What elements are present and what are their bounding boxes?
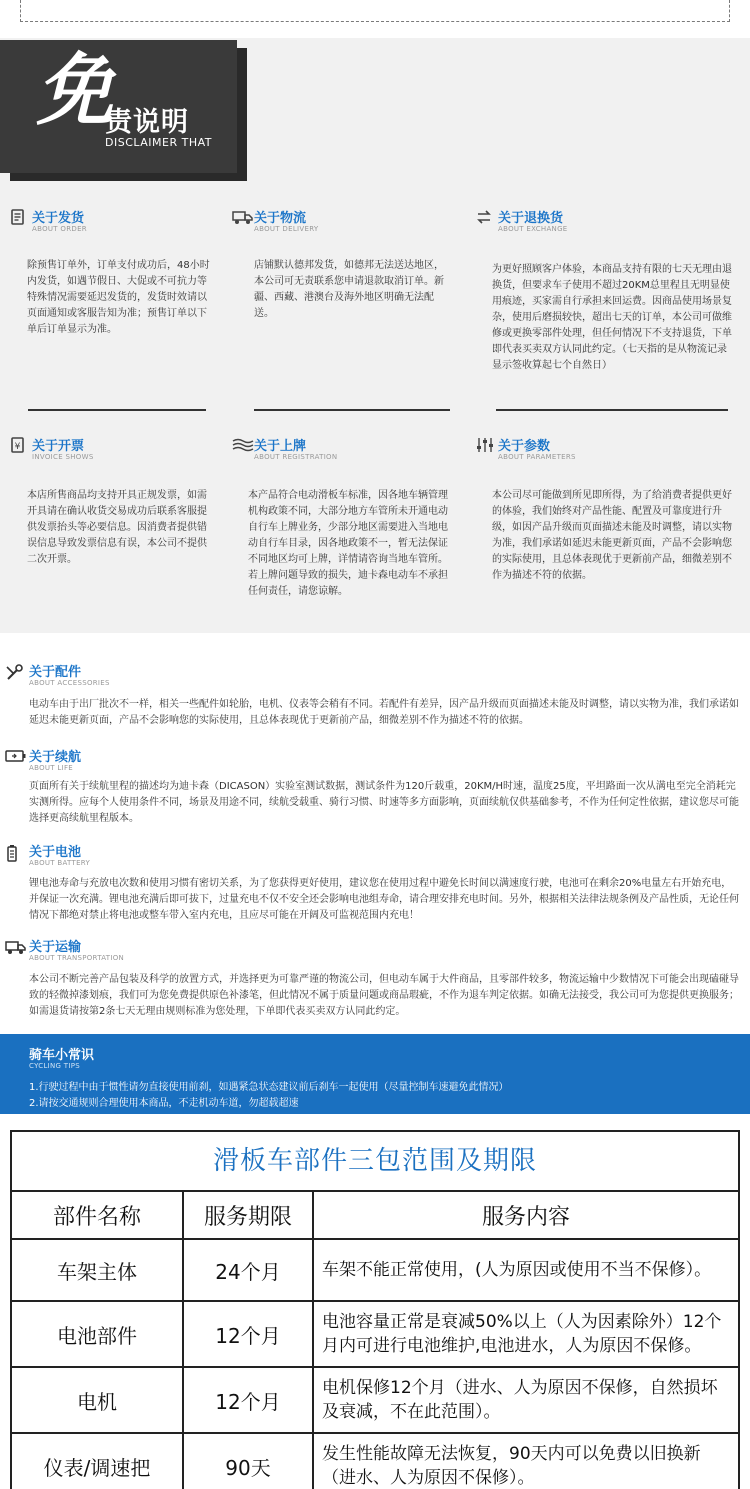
info-subtitle: ABOUT PARAMETERS	[498, 453, 576, 461]
section-subtitle: ABOUT LIFE	[29, 764, 74, 772]
section-subtitle: ABOUT BATTERY	[29, 859, 91, 867]
tips-subtitle: CYCLING TIPS	[29, 1062, 81, 1070]
banner-subtitle: DISCLAIMER THAT	[105, 136, 212, 149]
table-cell-content: 发生性能故障无法恢复，90天内可以免费以旧换新（进水、人为原因不保修）。	[312, 1432, 738, 1489]
info-subtitle: ABOUT REGISTRATION	[254, 453, 338, 461]
table-cell-part: 电机	[12, 1366, 182, 1432]
warranty-table	[10, 1130, 740, 1489]
info-body-parameters: 本公司尽可能做到所见即所得，为了给消费者提供更好的体验，我们始终对产品性能、配置及可靠度进行升级，如因产品升级而页面描述未能及时调整，请以实物为准，我们承诺如延迟未能更新页面，产品不会影响您的实际使用，且总体表现优于更新前产品，细微差别不作为描述不符的依据。	[492, 490, 732, 581]
section-title: 关于电池	[29, 845, 82, 860]
transport-icon	[5, 939, 29, 959]
table-cell-period: 24个月	[182, 1238, 312, 1300]
section-body: 本公司不断完善产品包装及科学的放置方式，并选择更为可靠严谨的物流公司，但电动车属于大件商品，且零部件较多，物流运输中少数情况下可能会出现磕碰导致的轻微掉漆划痕，我们可为您免费提供原色补漆笔，但此情况不属于质量问题或商品瑕疵，不作为退车判定依据。如确无法接受，我公司可为您提供更换服务；如需退货请按第2条七天无理由规则标准为您处理，下单即代表买卖双方认同此约定。	[29, 974, 739, 1017]
table-cell-period: 12个月	[182, 1300, 312, 1366]
delivery-truck-icon	[232, 209, 254, 227]
section-body: 锂电池寿命与充放电次数和使用习惯有密切关系，为了您获得更好使用，建议您在使用过程中避免长时间以满速度行驶，电池可在剩余20%电量左右开始充电，并保证一次充满。锂电池充满后即可拔下，过量充电不仅不安全还会影响电池组寿命，请合理安排充电时间。另外，根据相关法律法规条例及产品性质，无论任何情况下都绝对禁止将电池或整车带入室内充电，且应尽可能在开阔及可监视范围内充电！	[29, 878, 739, 921]
tips-line: 1.行驶过程中由于惯性请勿直接使用前刹，如遇紧急状态建议前后刹车一起使用（尽量控制车速避免此情况）	[29, 1082, 509, 1093]
info-body-delivery: 店铺默认德邦发货，如德邦无法送达地区，本公司可无责联系您申请退款取消订单。新疆、西藏、港澳台及海外地区明确无法配送。	[254, 260, 444, 319]
info-title: 关于退换货	[498, 211, 564, 226]
top-strip	[0, 0, 750, 38]
section-life	[0, 746, 750, 824]
table-cell-part: 电池部件	[12, 1300, 182, 1366]
cycling-tips-bar	[0, 1034, 750, 1114]
section-subtitle: ABOUT TRANSPORTATION	[29, 954, 125, 962]
table-header-period: 服务期限	[182, 1190, 312, 1238]
section-body: 页面所有关于续航里程的描述均为迪卡森（DICASON）实验室测试数据，测试条件为120斤载重，20KM/H时速，温度25度，平坦路面一次从满电至完全消耗完实测所得。应每个人使用条件不同，场景及用途不同，续航受载重、骑行习惯、时速等多方面影响，页面续航仅供基础参考，不作为任何定性依据，建议您尽可能选择更高续航里程版本。	[29, 781, 739, 824]
dashed-frame	[20, 0, 730, 22]
section-title: 关于配件	[29, 665, 82, 680]
info-subtitle: ABOUT EXCHANGE	[498, 225, 568, 233]
table-cell-part: 车架主体	[12, 1238, 182, 1300]
section-body: 电动车由于出厂批次不一样，相关一些配件如轮胎，电机、仪表等会稍有不同。若配件有差异，因产品升级而页面描述未能及时调整，请以实物为准，我们承诺如延迟未能更新页面，产品不会影响您的实际使用，且总体表现优于更新前产品，细微差别不作为描述不符的依据。	[29, 699, 739, 726]
table-cell-period: 12个月	[182, 1366, 312, 1432]
disclaimer-banner	[0, 40, 237, 173]
banner-big-char: 免	[36, 46, 111, 136]
order-icon	[10, 209, 32, 227]
battery-icon	[5, 844, 29, 864]
section-accessories	[0, 661, 750, 726]
divider	[254, 409, 450, 411]
table-cell-content: 电池容量正常是衰减50%以上（人为因素除外）12个月内可进行电池维护,电池进水，人为原因不保修。	[312, 1300, 738, 1366]
exchange-icon	[476, 209, 498, 227]
section-transport	[0, 936, 750, 1017]
banner-title: 责说明	[105, 107, 189, 138]
info-title: 关于参数	[498, 439, 551, 454]
info-block-parameters	[476, 435, 708, 469]
battery-life-icon	[5, 749, 29, 769]
info-subtitle: ABOUT ORDER	[32, 225, 87, 233]
info-block-exchange	[476, 207, 708, 241]
section-battery	[0, 841, 750, 921]
info-block-delivery	[232, 207, 464, 241]
table-header-content: 服务内容	[312, 1190, 738, 1238]
tips-line: 2.请按交通规则合理使用本商品，不走机动车道，勿超载超速	[29, 1098, 299, 1109]
table-title: 滑板车部件三包范围及期限	[212, 1146, 537, 1176]
table-cell-content: 车架不能正常使用，(人为原因或使用不当不保修）。	[312, 1238, 738, 1300]
divider	[496, 409, 728, 411]
info-body-registration: 本产品符合电动滑板车标准，因各地车辆管理机构政策不同，大部分地方车管所未开通电动自行车上牌业务，少部分地区需要进入当地电动自行车目录，因各地政策不一，暂无法保证不同地区均可上牌，详情请咨询当地车管所。若上牌问题导致的损失，迪卡森电动车不承担任何责任，请您谅解。	[248, 490, 448, 597]
tips-title: 骑车小常识	[29, 1048, 95, 1063]
divider	[28, 409, 206, 411]
invoice-icon	[10, 437, 32, 455]
info-body-exchange: 为更好照顾客户体验，本商品支持有限的七天无理由退换货，但要求车子使用不超过20KM总里程且无明显使用痕迹，买家需自行承担来回运费。因商品使用场景复杂，使用后磨损较快，超出七天的订单，本公司可做维修或更换零部件处理，但任何情况下不支持退货，下单即代表买卖双方认同此约定。（七天指的是从物流记录显示签收算起七个自然日）	[492, 264, 732, 371]
section-title: 关于运输	[29, 940, 82, 955]
info-title: 关于发货	[32, 211, 85, 226]
info-block-invoice	[10, 435, 242, 469]
table-cell-content: 电机保修12个月（进水、人为原因不保修，自然损坏及衰减，不在此范围）。	[312, 1366, 738, 1432]
section-subtitle: ABOUT ACCESSORIES	[29, 679, 110, 687]
section-title: 关于续航	[29, 750, 82, 765]
info-subtitle: INVOICE SHOWS	[32, 453, 94, 461]
info-subtitle: ABOUT DELIVERY	[254, 225, 319, 233]
registration-icon	[232, 437, 254, 455]
info-title: 关于上牌	[254, 439, 307, 454]
accessories-icon	[5, 664, 29, 684]
table-cell-period: 90天	[182, 1432, 312, 1489]
info-body-order: 除预售订单外，订单支付成功后，48小时内发货，如遇节假日、大促或不可抗力等特殊情况需要延迟发货的，发货时效请以页面通知或客服告知为准；预售订单以下单后订单显示为准。	[27, 260, 210, 335]
info-title: 关于开票	[32, 439, 85, 454]
svg-text:¥: ¥	[14, 442, 21, 452]
table-cell-part: 仪表/调速把	[12, 1432, 182, 1489]
info-block-registration	[232, 435, 464, 469]
parameters-icon	[476, 437, 498, 455]
info-body-invoice: 本店所售商品均支持开具正规发票，如需开具请在确认收货交易成功后联系客服提供发票抬头等必要信息。因消费者提供错误信息导致发票信息有误，本公司不提供二次开票。	[27, 490, 207, 565]
info-block-order	[10, 207, 242, 241]
table-header-part: 部件名称	[12, 1190, 182, 1238]
info-title: 关于物流	[254, 211, 307, 226]
